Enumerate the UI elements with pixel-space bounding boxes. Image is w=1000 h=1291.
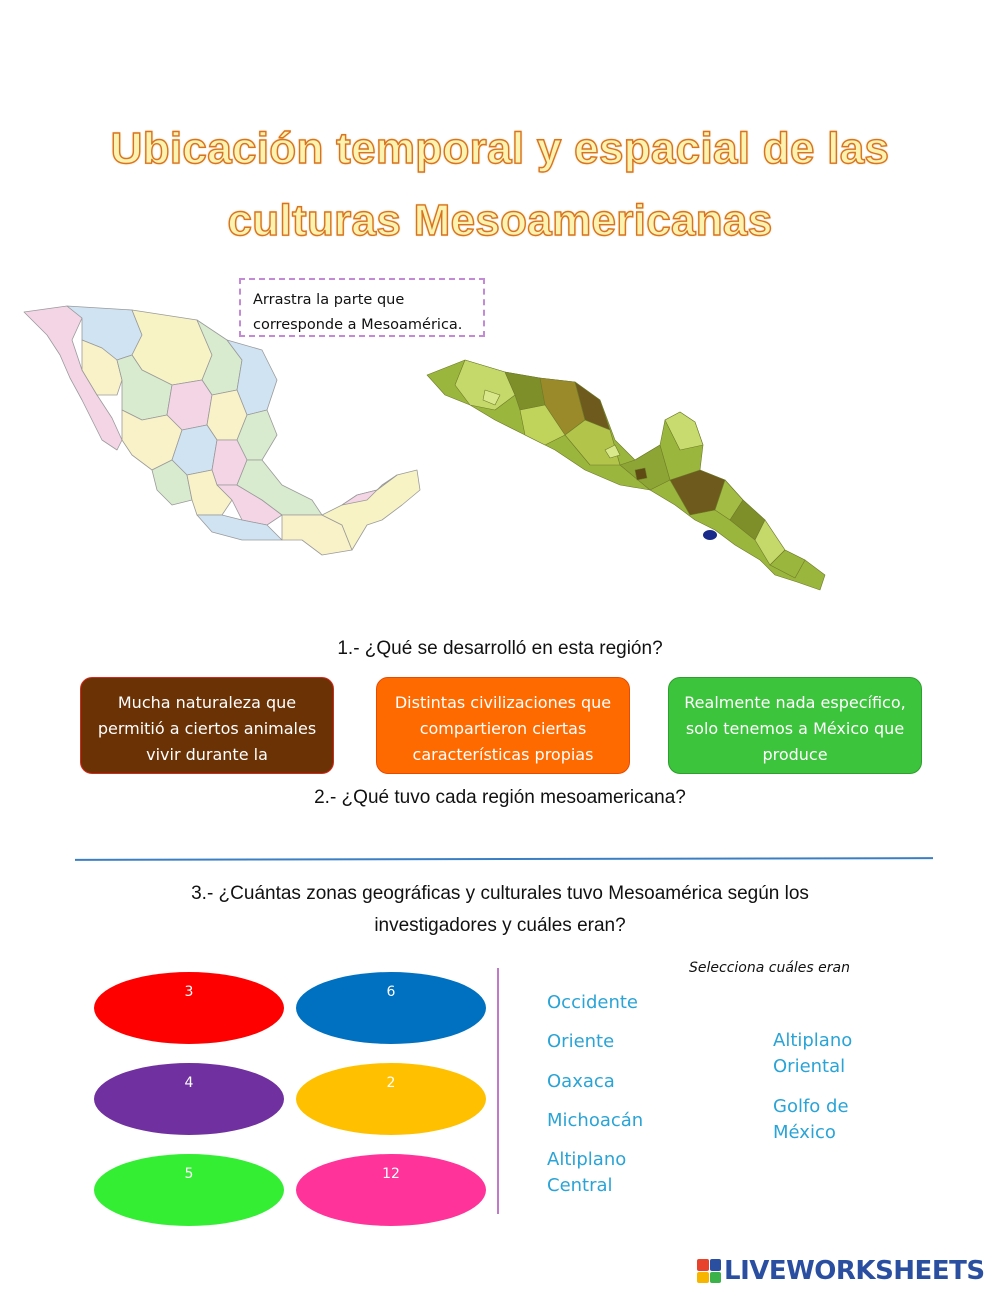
region-option-altiplano-central[interactable]: [547, 1147, 677, 1199]
logo-text: LIVEWORKSHEETS: [724, 1256, 985, 1286]
region-option-michoacan[interactable]: Michoacán: [547, 1110, 644, 1131]
question-2: 2.- ¿Qué tuvo cada región mesoamericana?: [314, 787, 686, 808]
q1-option-b[interactable]: Distintas civilizaciones que compartieron ciertas características propias: [376, 677, 630, 774]
count-option-3[interactable]: 3: [94, 972, 284, 1044]
instruction-line-2: corresponde a Mesoamérica.: [253, 317, 463, 333]
region-label-line: Altiplano: [547, 1149, 627, 1170]
column-divider: [497, 968, 499, 1214]
count-option-2[interactable]: 2: [296, 1063, 486, 1135]
mexico-map[interactable]: [22, 300, 422, 575]
region-label-line: Altiplano: [773, 1030, 853, 1051]
count-option-12[interactable]: 12: [296, 1154, 486, 1226]
question-3-line-2: investigadores y cuáles eran?: [374, 915, 626, 936]
region-option-oaxaca[interactable]: Oaxaca: [547, 1071, 615, 1092]
region-label-line: México: [773, 1122, 836, 1143]
region-label-line: Oriental: [773, 1056, 846, 1077]
instruction-line-1: Arrastra la parte que: [253, 292, 405, 308]
region-label-line: Golfo de: [773, 1096, 849, 1117]
question-1: 1.- ¿Qué se desarrolló en esta región?: [337, 638, 663, 659]
count-option-6[interactable]: 6: [296, 972, 486, 1044]
select-instruction: Selecciona cuáles eran: [689, 960, 850, 976]
region-label-line: Central: [547, 1175, 613, 1196]
q1-option-c[interactable]: Realmente nada específico, solo tenemos a México que produce: [668, 677, 922, 774]
question-3-line-1: 3.- ¿Cuántas zonas geográficas y culturales tuvo Mesoamérica según los: [191, 883, 809, 904]
region-option-oriente[interactable]: Oriente: [547, 1031, 615, 1052]
region-option-altiplano-oriental[interactable]: [773, 1028, 883, 1080]
mesoamerica-map-piece[interactable]: [425, 350, 830, 595]
answer-line[interactable]: [75, 857, 933, 861]
liveworksheets-logo: [697, 1256, 985, 1286]
count-option-5[interactable]: 5: [94, 1154, 284, 1226]
q1-option-a[interactable]: Mucha naturaleza que permitió a ciertos animales vivir durante la: [80, 677, 334, 774]
count-option-4[interactable]: 4: [94, 1063, 284, 1135]
page-title-line-1: Ubicación temporal y espacial de las: [110, 124, 890, 173]
region-option-occidente[interactable]: Occidente: [547, 992, 639, 1013]
page-title-line-2: culturas Mesoamericanas: [227, 196, 773, 245]
logo-mark-icon: [697, 1259, 721, 1283]
region-option-golfo-de-mexico[interactable]: [773, 1094, 883, 1146]
